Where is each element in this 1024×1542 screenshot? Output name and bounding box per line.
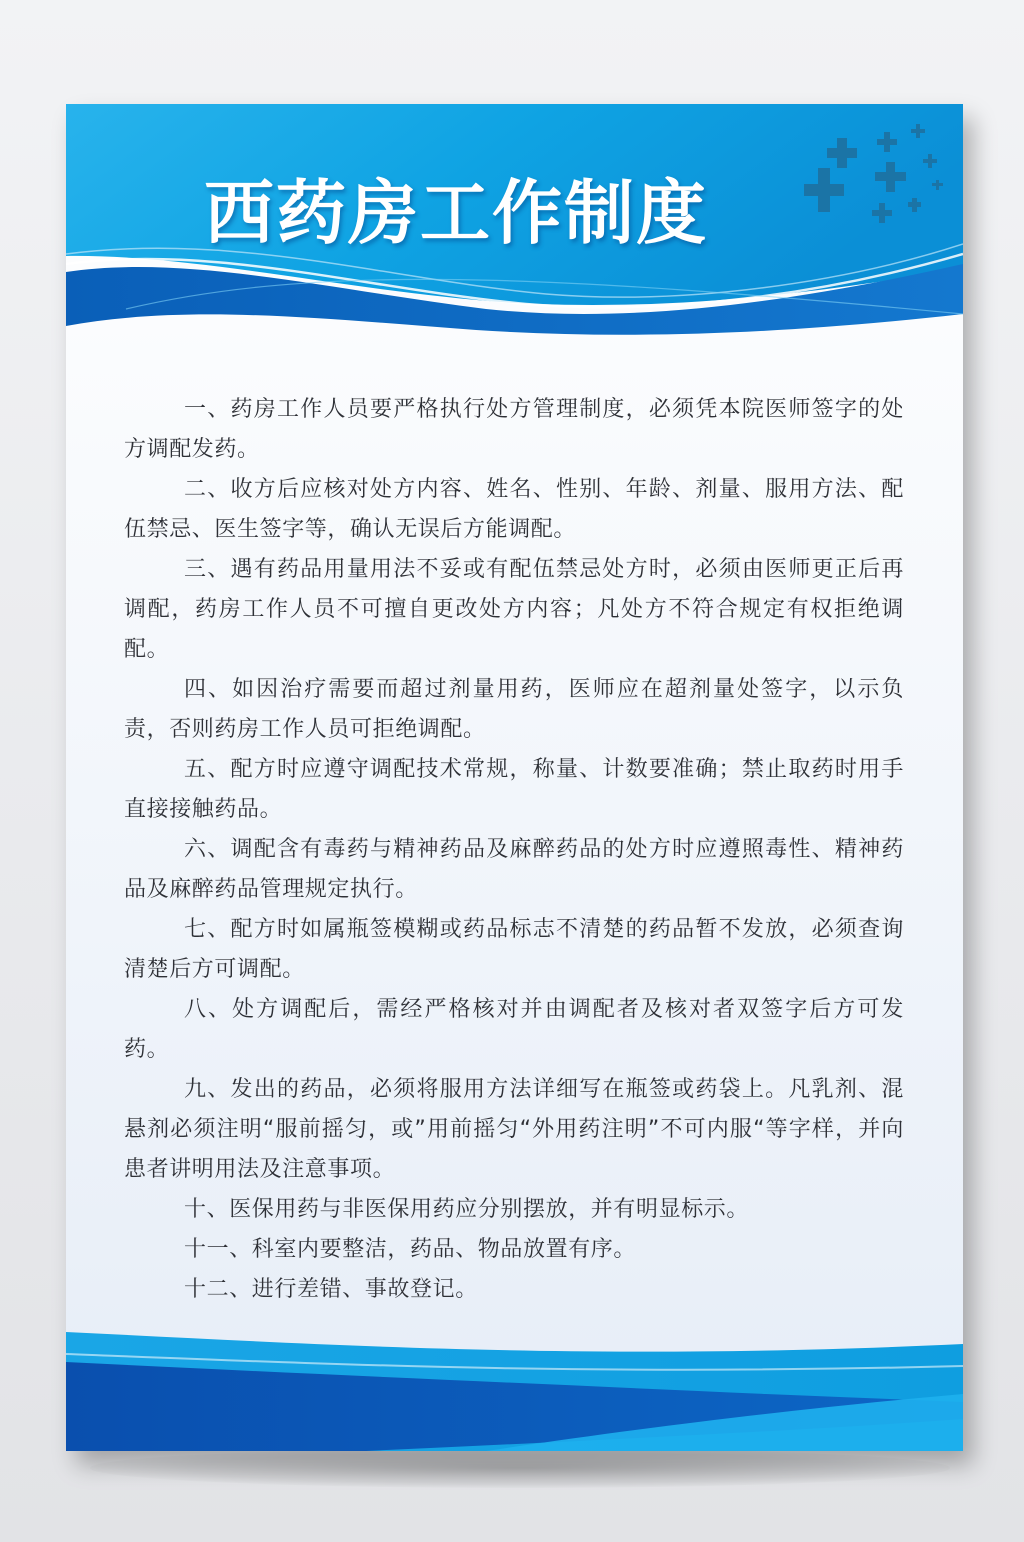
rule-item: 九、发出的药品，必须将服用方法详细写在瓶签或药袋上。凡乳剂、混悬剂必须注明“服前摇匀，或”用前摇匀“外用药注明”不可内服“等字样，并向患者讲明用法及注意事项。: [124, 1077, 904, 1182]
cross-icon: [827, 138, 857, 168]
rule-item: 七、配方时如属瓶签模糊或药品标志不清楚的药品暂不发放，必须查询清楚后方可调配。: [124, 917, 904, 982]
cross-icon: [804, 168, 844, 212]
medical-cross-icons: [804, 118, 954, 228]
rule-item: 五、配方时应遵守调配技术常规，称量、计数要准确；禁止取药时用手直接接触药品。: [124, 757, 904, 822]
rule-item: 八、处方调配后，需经严格核对并由调配者及核对者双签字后方可发药。: [124, 997, 904, 1062]
cross-icon: [872, 203, 892, 223]
rules-list: [124, 390, 904, 1310]
cross-icon: [908, 198, 921, 212]
rule-item: 十一、科室内要整洁，药品、物品放置有序。: [184, 1237, 637, 1262]
poster-floor-shadow: [90, 1448, 950, 1488]
rule-item: 六、调配含有毒药与精神药品及麻醉药品的处方时应遵照毒性、精神药品及麻醉药品管理规定执行。: [124, 837, 904, 902]
rule-item: 十、医保用药与非医保用药应分别摆放，并有明显标示。: [184, 1197, 750, 1222]
footer-banner: [66, 1324, 963, 1451]
cross-icon: [875, 162, 906, 192]
rule-item: 四、如因治疗需要而超过剂量用药，医师应在超剂量处签字，以示负责，否则药房工作人员可拒绝调配。: [124, 677, 904, 742]
rule-item: 十二、进行差错、事故登记。: [184, 1277, 478, 1302]
notice-poster: [66, 104, 963, 1451]
cross-icon: [932, 180, 943, 190]
cross-icon: [877, 132, 897, 152]
cross-icon: [923, 154, 937, 168]
rule-item: 二、收方后应核对处方内容、姓名、性别、年龄、剂量、服用方法、配伍禁忌、医生签字等，确认无误后方能调配。: [124, 477, 904, 542]
rule-item: 一、药房工作人员要严格执行处方管理制度，必须凭本院医师签字的处方调配发药。: [124, 397, 904, 462]
cross-icon: [911, 124, 925, 138]
page-title: 西药房工作制度: [204, 172, 708, 254]
rule-item: 三、遇有药品用量用法不妥或有配伍禁忌处方时，必须由医师更正后再调配，药房工作人员不可擅自更改处方内容；凡处方不符合规定有权拒绝调配。: [124, 557, 904, 662]
